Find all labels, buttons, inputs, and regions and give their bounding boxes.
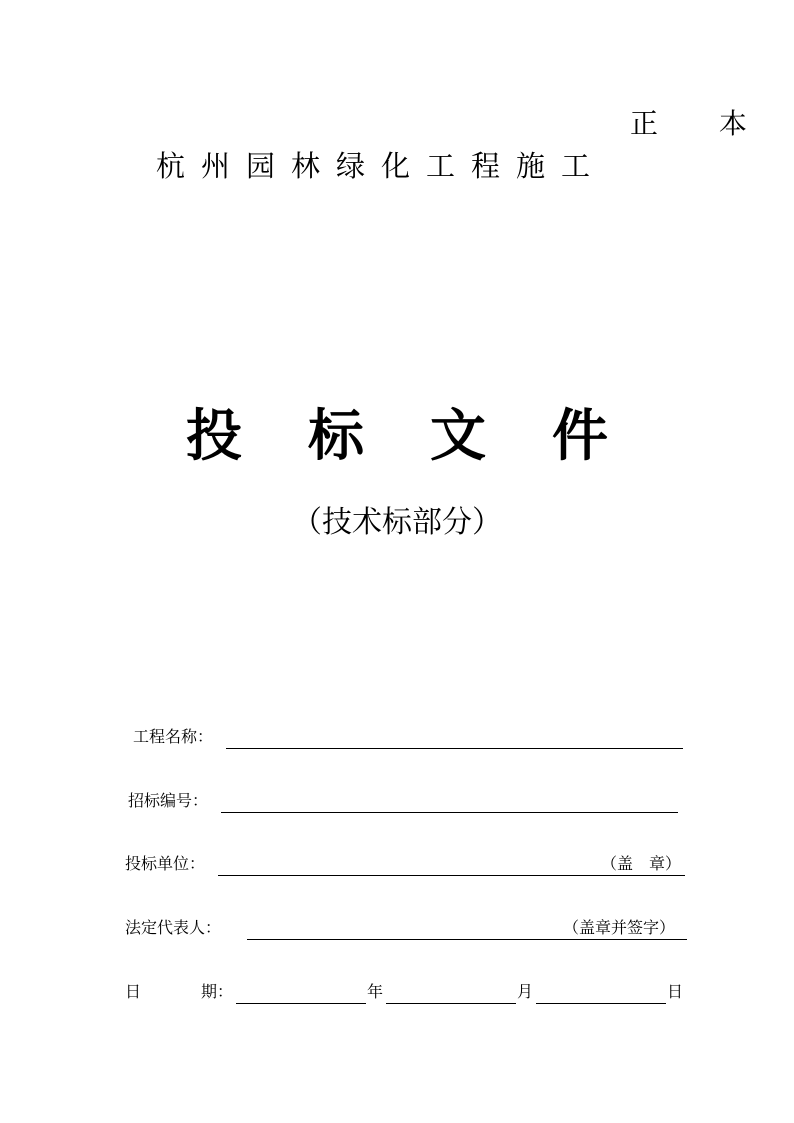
date-label-day: 日 (125, 982, 142, 1001)
bid-number-line (221, 791, 678, 813)
legal-rep-field (125, 918, 689, 940)
date-label-period: 期： (201, 982, 234, 1001)
document-subtitle: （技术标部分） (292, 505, 502, 540)
bidder-seal-note: （盖 章） (601, 854, 682, 873)
date-year-label: 年 (367, 982, 384, 1001)
bidder-field (125, 854, 687, 876)
legal-rep-label: 法定代表人： (125, 918, 222, 937)
project-name-field (133, 727, 685, 749)
project-name-label: 工程名称： (133, 727, 214, 746)
bid-number-field (128, 791, 683, 813)
copy-mark: 正 本 (630, 107, 773, 140)
date-day-line (536, 982, 666, 1004)
date-month-line (386, 982, 516, 1004)
date-field (125, 982, 687, 1004)
legal-rep-sign-note: （盖章并签字） (563, 918, 676, 937)
date-day-label: 日 (667, 982, 684, 1001)
date-month-label: 月 (517, 982, 534, 1001)
bid-number-label: 招标编号： (128, 791, 209, 810)
date-year-line (236, 982, 366, 1004)
bidder-label: 投标单位： (125, 854, 206, 873)
project-name-line (226, 727, 683, 749)
project-name-heading: 杭州园林绿化工程施工 (156, 149, 607, 183)
document-title: 投标文件 (186, 403, 674, 469)
